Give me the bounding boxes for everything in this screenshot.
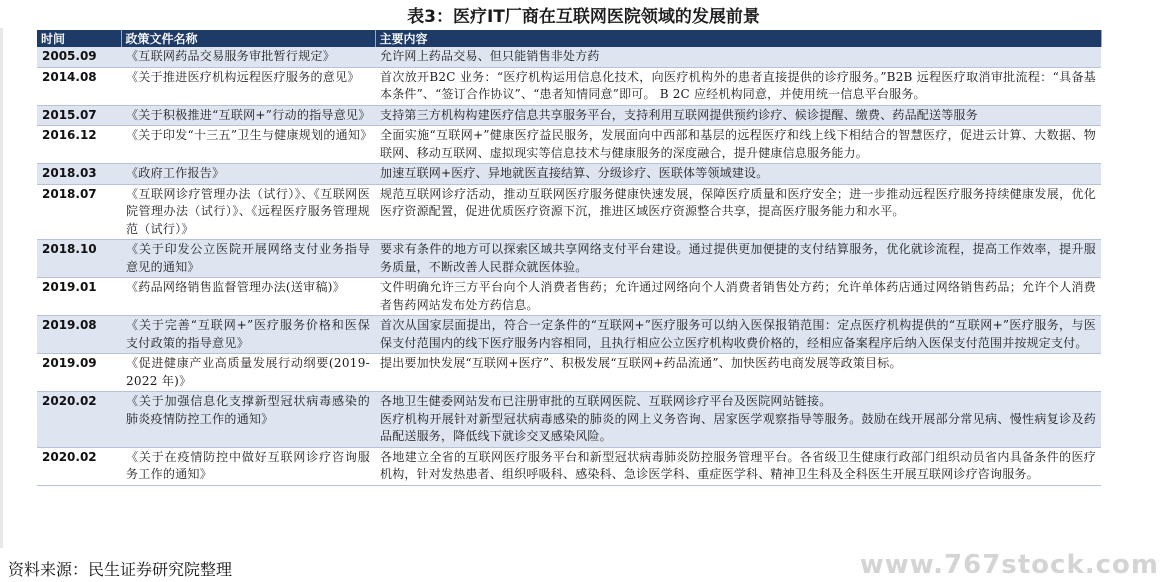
table-row (37, 240, 1101, 278)
row-date: 2016.12 (37, 126, 121, 164)
policy-table (37, 30, 1102, 486)
row-doc: 《药品网络销售监督管理办法(送审稿)》 (121, 278, 375, 316)
row-content: 支持第三方机构构建医疗信息共享服务平台，支持利用互联网提供预约诊疗、候诊提醒、缴费、药品配送等服务 (375, 105, 1101, 126)
row-date: 2019.01 (37, 278, 121, 316)
row-date: 2020.02 (37, 392, 121, 448)
table-row (37, 354, 1101, 392)
row-doc: 《关于在疫情防控中做好互联网诊疗咨询服务工作的通知》 (121, 447, 375, 485)
row-doc: 《互联网药品交易服务审批暂行规定》 (121, 47, 375, 67)
row-doc: 《关于推进医疗机构远程医疗服务的意见》 (121, 67, 375, 105)
row-date: 2018.07 (37, 184, 121, 240)
table-row (37, 67, 1101, 105)
row-content: 提出要加快发展“互联网+医疗”、积极发展“互联网+药品流通”、加快医药电商发展等政策目标。 (375, 354, 1101, 392)
row-date: 2018.10 (37, 240, 121, 278)
row-content: 首次从国家层面提出，符合一定条件的“互联网+”医疗服务可以纳入医保报销范围：定点医疗机构提供的“互联网+”医疗服务，与医保支付范围内的线下医疗服务内容相同，且执行相应公立医疗机构收费价格的，经相应备案程序后纳入医保支付范围并按规定支付。 (375, 316, 1101, 354)
row-content: 文件明确允许三方平台向个人消费者售药；允许通过网络向个人消费者销售处方药；允许单体药店通过网络销售药品；允许个人消费者售药网站发布处方药信息。 (375, 278, 1101, 316)
row-doc: 《关于完善“互联网+”医疗服务价格和医保支付政策的指导意见》 (121, 316, 375, 354)
header-doc: 政策文件名称 (121, 30, 375, 47)
table-row (37, 447, 1101, 485)
row-content: 允许网上药品交易、但只能销售非处方药 (375, 47, 1101, 67)
row-content: 全面实施“互联网+”健康医疗益民服务，发展面向中西部和基层的远程医疗和线上线下相结合的智慧医疗，促进云计算、大数据、物联网、移动互联网、虚拟现实等信息技术与健康服务的深度融合，提升健康信息服务能力。 (375, 126, 1101, 164)
left-edge-decoration (0, 28, 3, 548)
table-row (37, 47, 1101, 67)
row-date: 2015.07 (37, 105, 121, 126)
table-row (37, 126, 1101, 164)
row-date: 2018.03 (37, 164, 121, 185)
source-note: 资料来源：民生证券研究院整理 (8, 560, 233, 579)
table-row (37, 184, 1101, 240)
table-row (37, 164, 1101, 185)
row-date: 2019.08 (37, 316, 121, 354)
row-content: 加速互联网+医疗、异地就医直接结算、分级诊疗、医联体等领域建设。 (375, 164, 1101, 185)
row-content: 规范互联网诊疗活动，推动互联网医疗服务健康快速发展，保障医疗质量和医疗安全；进一步推动远程医疗服务持续健康发展，优化医疗资源配置，促进优质医疗资源下沉，推进区域医疗资源整合共享，提高医疗服务能力和水平。 (375, 184, 1101, 240)
row-content: 要求有条件的地方可以探索区域共享网络支付平台建设。通过提供更加便捷的支付结算服务，优化就诊流程，提高工作效率，提升服务质量，不断改善人民群众就医体验。 (375, 240, 1101, 278)
row-doc: 《关于积极推进“互联网+”行动的指导意见》 (121, 105, 375, 126)
row-date: 2005.09 (37, 47, 121, 67)
row-date: 2019.09 (37, 354, 121, 392)
header-content: 主要内容 (375, 30, 1101, 47)
row-doc: 《关于印发“十三五”卫生与健康规划的通知》 (121, 126, 375, 164)
table-row (37, 316, 1101, 354)
row-doc: 《关于加强信息化支撑新型冠状病毒感染的肺炎疫情防控工作的通知》 (121, 392, 375, 448)
table-row (37, 278, 1101, 316)
row-content: 各地建立全省的互联网医疗服务平台和新型冠状病毒肺炎防控服务管理平台。各省级卫生健康行政部门组织动员省内具备条件的医疗机构，针对发热患者、组织呼吸科、感染科、急诊医学科、重症医学科、精神卫生科及全科医生开展互联网诊疗咨询服务。 (375, 447, 1101, 485)
row-content: 首次放开B2C 业务：“医疗机构运用信息化技术，向医疗机构外的患者直接提供的诊疗服务。”B2B 远程医疗取消审批流程：“具备基本条件”、“签订合作协议”、“患者知情同意”即可。 B 2C 应经机构同意，并使用统一信息平台服务。 (375, 67, 1101, 105)
row-doc: 《关于印发公立医院开展网络支付业务指导意见的通知》 (121, 240, 375, 278)
table-title: 表3：医疗IT厂商在互联网医院领域的发展前景 (407, 7, 760, 27)
row-doc: 《促进健康产业高质量发展行动纲要(2019-2022 年)》 (121, 354, 375, 392)
row-date: 2020.02 (37, 447, 121, 485)
row-content-line: 医疗机构开展针对新型冠状病毒感染的肺炎的网上义务咨询、居家医学观察指导等服务。鼓励在线开展部分常见病、慢性病复诊及药品配送服务，降低线下就诊交叉感染风险。 (380, 411, 1096, 443)
table-header-row (37, 30, 1101, 47)
header-time: 时间 (37, 30, 121, 47)
table-row (37, 392, 1101, 448)
row-content (375, 392, 1101, 448)
row-content-line: 各地卫生健委网站发布已注册审批的互联网医院、互联网诊疗平台及医院网站链接。 (380, 394, 832, 408)
row-doc: 《互联网诊疗管理办法（试行）》、《互联网医院管理办法（试行）》、《远程医疗服务管理规范（试行）》 (121, 184, 375, 240)
table-row (37, 105, 1101, 126)
row-date: 2014.08 (37, 67, 121, 105)
row-doc: 《政府工作报告》 (121, 164, 375, 185)
watermark: www.767stock.com (859, 550, 1159, 580)
